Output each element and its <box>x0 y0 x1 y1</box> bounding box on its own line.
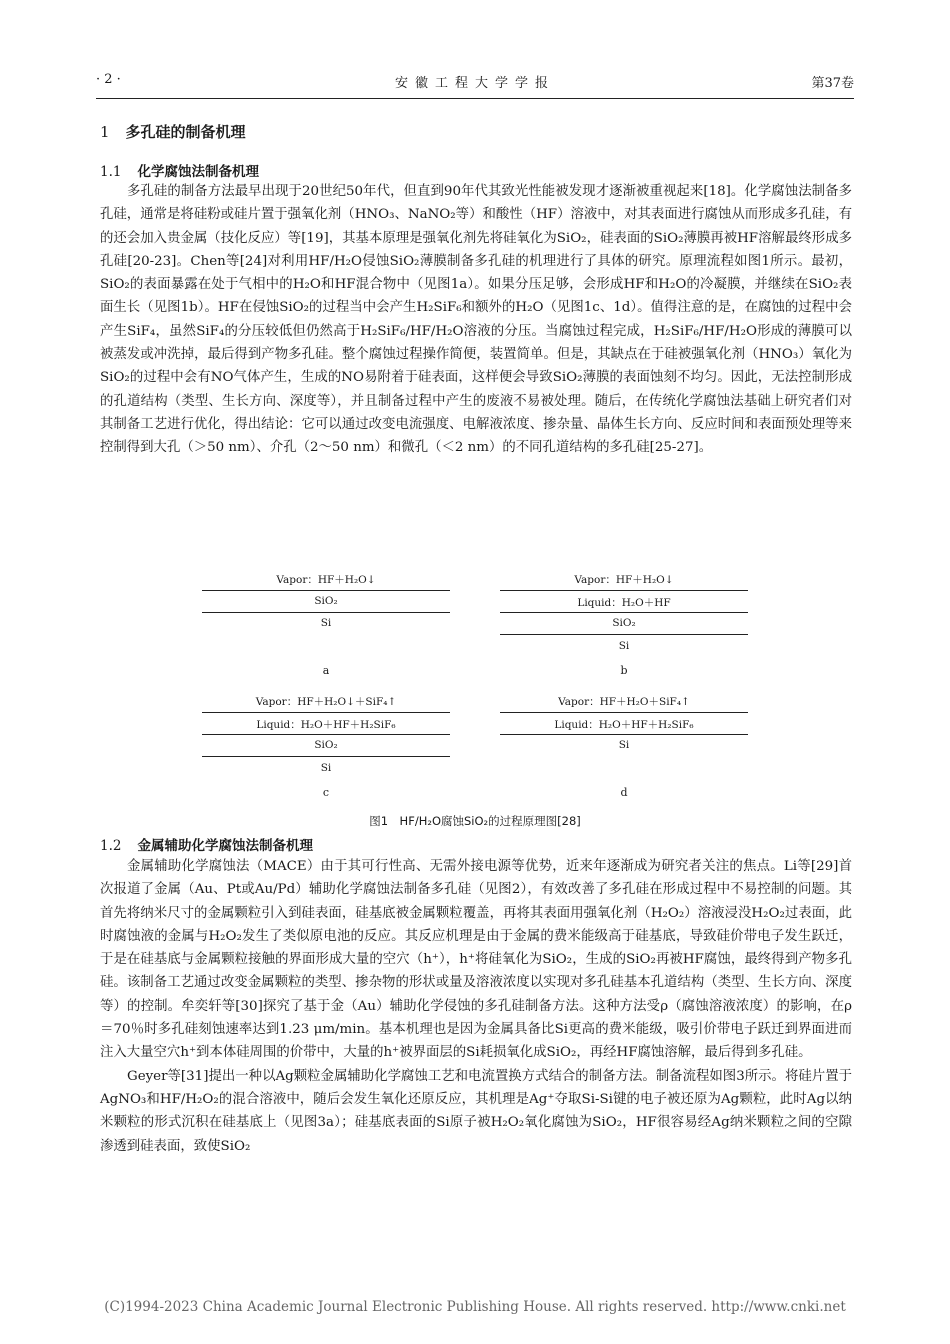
layer-boundary <box>500 734 748 735</box>
layer-label: Vapor：HF＋H₂O↓＋SiF₄↑ <box>255 696 397 708</box>
panel-letter: a <box>322 664 330 677</box>
layer-label: Si <box>618 640 630 652</box>
layer-boundary <box>500 590 748 591</box>
section-heading <box>100 121 246 142</box>
panel-letter: c <box>322 786 330 799</box>
layer-label: Vapor：HF＋H₂O＋SiF₄↑ <box>558 696 690 708</box>
subsection-title: 化学腐蚀法制备机理 <box>137 164 259 180</box>
layer-boundary <box>500 634 748 635</box>
paragraph: Geyer等[31]提出一种以Ag颗粒金属辅助化学腐蚀工艺和电流置换方式结合的制备方法。制备流程如图3所示。将硅片置于AgNO₃和HF/H₂O₂的混合溶液中，随后会发生氧化还原反应，其机理是Ag⁺夺取Si-Si键的电子被还原为Ag颗粒，此时Ag以纳米颗粒的形式沉积在硅基底上（见图3a）；硅基底表面的Si原子被H₂O₂氧化腐蚀为SiO₂，HF很容易经Ag纳米颗粒之间的空隙渗透到硅表面，致使SiO₂ <box>100 1068 852 1154</box>
figure-caption: 图1 HF/H₂O腐蚀SiO₂的过程原理图[28] <box>369 814 581 828</box>
layer-label: SiO₂ <box>612 617 636 629</box>
layer-boundary <box>202 590 450 591</box>
figure-panel-a <box>202 570 450 680</box>
layer-boundary <box>202 734 450 735</box>
copyright-footer: (C)1994-2023 China Academic Journal Electronic Publishing House. All rights reserved. http://www.cnki.net <box>104 1299 846 1315</box>
subsection-number: 1.2 <box>100 838 122 854</box>
layer-label: SiO₂ <box>314 739 338 751</box>
journal-title: 安徽工程大学学报 <box>394 76 555 91</box>
panel-letter: b <box>620 664 628 677</box>
layer-label: Vapor：HF＋H₂O↓ <box>574 574 674 586</box>
subsection-heading <box>100 834 313 854</box>
layer-label: Si <box>320 762 332 774</box>
layer-boundary <box>202 756 450 757</box>
paragraph: 多孔硅的制备方法最早出现于20世纪50年代，但直到90年代其致光性能被发现才逐渐被重视起来[18]。化学腐蚀法制备多孔硅，通常是将硅粉或硅片置于强氧化剂（HNO₃、NaNO₂等）和酸性（HF）溶液中，对其表面进行腐蚀从而形成多孔硅，有的还会加入贵金属（技化反应）等[19]，其基本原理是强氧化剂先将硅氧化为SiO₂，硅表面的SiO₂薄膜再被HF溶解最终形成多孔硅[20-23]。Chen等[24]对利用HF/H₂O侵蚀SiO₂薄膜制备多孔硅的机理进行了具体的研究。原理流程如图1所示。最初，SiO₂的表面暴露在处于气相中的H₂O和HF混合物中（见图1a）。如果分压足够，会形成HF和H₂O的冷凝膜，并继续在SiO₂表面生长（见图1b）。HF在侵蚀SiO₂的过程当中会产生H₂SiF₆和额外的H₂O（见图1c、1d）。值得注意的是，在腐蚀的过程中会产生SiF₄，虽然SiF₄的分压较低但仍然高于H₂SiF₆/HF/H₂O溶液的分压。当腐蚀过程完成，H₂SiF₆/HF/H₂O形成的薄膜可以被蒸发或冲洗掉，最后得到产物多孔硅。整个腐蚀过程操作简便，装置简单。但是，其缺点在于硅被强氧化剂（HNO₃）氧化为SiO₂的过程中会有NO气体产生，生成的NO易附着于硅表面，这样便会导致SiO₂薄膜的表面蚀刻不均匀。因此，无法控制形成的孔道结构（类型、生长方向、深度等），并且制备过程中产生的废液不易被处理。随后，在传统化学腐蚀法基础上研究者们对其制备工艺进行优化，得出结论：它可以通过改变电流强度、电解液浓度、掺杂量、晶体生长方向、反应时间和表面预处理等来控制得到大孔（＞50 nm）、介孔（2～50 nm）和微孔（＜2 nm）的不同孔道结构的多孔硅[25-27]。 <box>100 184 852 456</box>
panel-letter: d <box>620 786 628 799</box>
layer-label: Si <box>618 739 630 751</box>
running-header <box>96 72 854 96</box>
subsection-number: 1.1 <box>100 164 122 180</box>
figure-panel-d <box>500 692 748 802</box>
header-rule <box>96 98 854 99</box>
paragraph: 金属辅助化学腐蚀法（MACE）由于其可行性高、无需外接电源等优势，近来年逐渐成为研究者关注的焦点。Li等[29]首次报道了金属（Au、Pt或Au/Pd）辅助化学腐蚀法制备多孔硅（见图2），有效改善了多孔硅在形成过程中不易控制的问题。其首先将纳米尺寸的金属颗粒引入到硅表面，硅基底被金属颗粒覆盖，再将其表面用强氧化剂（H₂O₂）溶液浸没H₂O₂过表面，此时腐蚀液的金属与H₂O₂发生了类似原电池的反应。其反应机理是由于金属的费米能级高于硅基底，导致硅价带电子发生跃迁，于是在硅基底与金属颗粒接触的界面形成大量的空穴（h⁺），h⁺将硅氧化为SiO₂，生成的SiO₂再被HF腐蚀，最终得到产物多孔硅。该制备工艺通过改变金属颗粒的类型、掺杂物的形状或量及溶液浓度以实现对多孔硅基本孔道结构（类型、生长方向、深度等）的控制。牟奕轩等[30]探究了基于金（Au）辅助化学侵蚀的多孔硅制备方法。这种方法受ρ（腐蚀溶液浓度）的影响，在ρ＝70％时多孔硅刻蚀速率达到1.23 μm/min。基本机理也是因为金属具备比Si更高的费米能级，吸引价带电子跃迁到界面进而注入大量空穴h⁺到本体硅周围的价带中，大量的h⁺被界面层的Si耗损氧化成SiO₂，再经HF腐蚀溶解，最后得到多孔硅。 <box>100 859 852 1061</box>
layer-boundary <box>202 712 450 713</box>
layer-label: Liquid：H₂O＋HF＋H₂SiF₆ <box>554 719 694 731</box>
layer-label: Liquid：H₂O＋HF <box>577 597 671 609</box>
page-number: · 2 · <box>96 72 121 87</box>
subsection-title: 金属辅助化学腐蚀法制备机理 <box>137 838 313 854</box>
layer-label: Si <box>320 617 332 629</box>
body-text <box>100 180 852 460</box>
subsection-heading <box>100 160 259 180</box>
layer-label: Liquid：H₂O＋HF＋H₂SiF₆ <box>256 719 396 731</box>
figure-panel-b <box>500 570 748 680</box>
body-text <box>100 855 852 1158</box>
layer-label: Vapor：HF＋H₂O↓ <box>276 574 376 586</box>
layer-boundary <box>500 712 748 713</box>
section-title: 多孔硅的制备机理 <box>125 123 246 141</box>
layer-boundary <box>500 612 748 613</box>
section-number: 1 <box>100 123 110 141</box>
figure-panel-c <box>202 692 450 802</box>
layer-label: SiO₂ <box>314 595 338 607</box>
layer-boundary <box>202 612 450 613</box>
volume-label: 第37卷 <box>811 76 854 91</box>
